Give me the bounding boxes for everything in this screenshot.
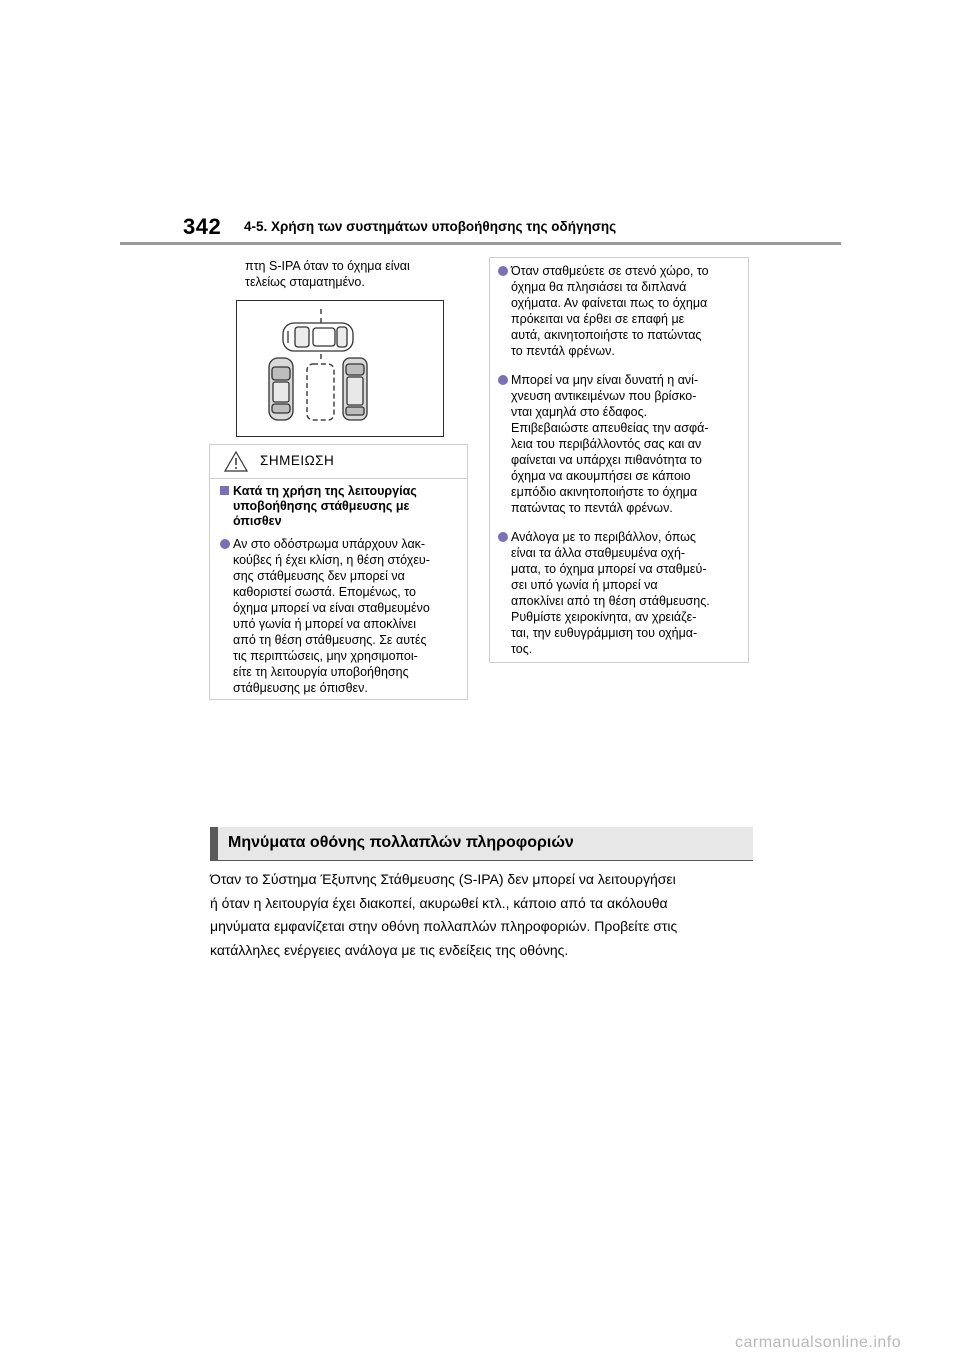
bullet-line: λεια του περιβάλλοντός σας και αν (511, 437, 702, 451)
chapter-title: 4-5. Χρήση των συστημάτων υποβοήθησης της οδήγησης (244, 219, 617, 234)
right-notes-box (489, 257, 749, 663)
bullet-line: φαίνεται να υπάρχει πιθανότητα το (511, 453, 702, 467)
bullet-line: Ρυθμίστε χειροκίνητα, αν χρειάζε- (511, 610, 697, 624)
paragraph-line: κατάλληλες ενέργειες ανάλογα με τις ενδείξεις της οθόνης. (210, 941, 569, 958)
right-bullet (498, 263, 740, 359)
top-car-icon (283, 323, 353, 351)
right-bullet (498, 372, 740, 516)
bullet-line: τος. (511, 642, 533, 656)
bullet-line: το πεντάλ φρένων. (511, 344, 615, 358)
section-divider (210, 860, 753, 861)
bullet-line: σης στάθμευσης δεν μπορεί να (233, 569, 405, 583)
bullet-dot-icon (498, 266, 508, 276)
heading-line: Κατά τη χρήση της λειτουργίας (233, 484, 417, 498)
bullet-line: όχημα μπορεί να είναι σταθμευμένο (233, 601, 430, 615)
bullet-line: όχημα θα πλησιάσει τα διπλανά (511, 280, 687, 294)
bullet-line: Όταν σταθμεύετε σε στενό χώρο, το (511, 264, 709, 278)
bullet-line: πρόκειται να έρθει σε επαφή με (511, 312, 685, 326)
bullet-line: Επιβεβαιώστε απευθείας την ασφά- (511, 421, 709, 435)
header-divider (120, 242, 841, 245)
intro-text (245, 258, 475, 290)
bullet-dot-icon (498, 532, 508, 542)
bullet-line: αυτά, ακινητοποιήστε το πατώντας (511, 328, 702, 342)
bullet-line: τις περιπτώσεις, μην χρησιμοποι- (233, 649, 418, 663)
bullet-line: ται, την ευθυγράμμιση του οχήμα- (511, 626, 698, 640)
note-label: ΣΗΜΕΙΩΣΗ (260, 453, 335, 468)
heading-line: υποβοήθησης στάθμευσης με (233, 499, 410, 513)
bullet-line: όχημα να ακουμπήσει σε κάποιο (511, 469, 691, 483)
bullet-line: κούβες ή έχει κλίση, η θέση στόχευ- (233, 553, 430, 567)
bullet-line: είτε τη λειτουργία υποβοήθησης (233, 665, 409, 679)
warning-triangle-icon (224, 451, 248, 477)
bullet-line: εμπόδιο ακινητοποιήστε το όχημα (511, 485, 698, 499)
paragraph-line: ή όταν η λειτουργία έχει διακοπεί, ακυρωθεί κτλ., κάποιο από τα ακόλουθα (210, 894, 668, 911)
intro-line: πτη S-IPA όταν το όχημα είναι (245, 259, 410, 273)
target-space (307, 364, 334, 420)
watermark: carmanualsonline.info (735, 1334, 902, 1351)
bullet-dot-icon (498, 375, 508, 385)
section-accent-bar (210, 827, 218, 860)
bullet-line: είναι τα άλλα σταθμευμένα οχή- (511, 546, 686, 560)
heading-line: όπισθεν (233, 514, 282, 528)
paragraph-line: μηνύματα εμφανίζεται στην οθόνη πολλαπλών πληροφοριών. Προβείτε στις (210, 918, 678, 934)
parking-diagram-icon (237, 301, 443, 436)
right-car-icon (343, 358, 367, 420)
bullet-line: σει υπό γωνία ή μπορεί να (511, 578, 658, 592)
square-bullet-icon (220, 486, 229, 495)
bullet-line: στάθμευσης με όπισθεν. (233, 681, 368, 695)
note-bullet (220, 536, 459, 696)
bullet-line: Μπορεί να μην είναι δυνατή η ανί- (511, 373, 699, 387)
note-box (209, 444, 468, 700)
left-car-icon (269, 358, 293, 420)
bullet-line: από τη θέση στάθμευσης. Σε αυτές (233, 633, 427, 647)
section-title: Μηνύματα οθόνης πολλαπλών πληροφοριών (228, 834, 574, 851)
section-header (210, 827, 753, 860)
bullet-line: καθοριστεί σωστά. Επομένως, το (233, 585, 416, 599)
parking-illustration (236, 300, 444, 437)
note-header (210, 445, 467, 479)
bullet-line: νται χαμηλά στο έδαφος. (511, 405, 648, 419)
bullet-dot-icon (220, 539, 230, 549)
bullet-line: οχήματα. Αν φαίνεται πως το όχημα (511, 296, 708, 310)
right-bullet (498, 529, 740, 657)
bullet-line: πατώντας το πεντάλ φρένων. (511, 501, 673, 515)
bullet-line: χνευση αντικειμένων που βρίσκο- (511, 389, 697, 403)
bullet-line: υπό γωνία ή μπορεί να αποκλίνει (233, 617, 417, 631)
bullet-line: ματα, το όχημα μπορεί να σταθμεύ- (511, 562, 707, 576)
page-number: 342 (183, 214, 222, 239)
bullet-line: Ανάλογα με το περιβάλλον, όπως (511, 530, 696, 544)
bullet-line: αποκλίνει από τη θέση στάθμευσης. (511, 594, 710, 608)
bullet-line: Αν στο οδόστρωμα υπάρχουν λακ- (233, 537, 426, 551)
body-paragraph (210, 868, 770, 962)
intro-line: τελείως σταματημένο. (245, 275, 365, 289)
note-body (210, 479, 467, 696)
note-heading (220, 484, 459, 529)
paragraph-line: Όταν το Σύστημα Έξυπνης Στάθμευσης (S-IPA) δεν μπορεί να λειτουργήσει (210, 871, 676, 887)
